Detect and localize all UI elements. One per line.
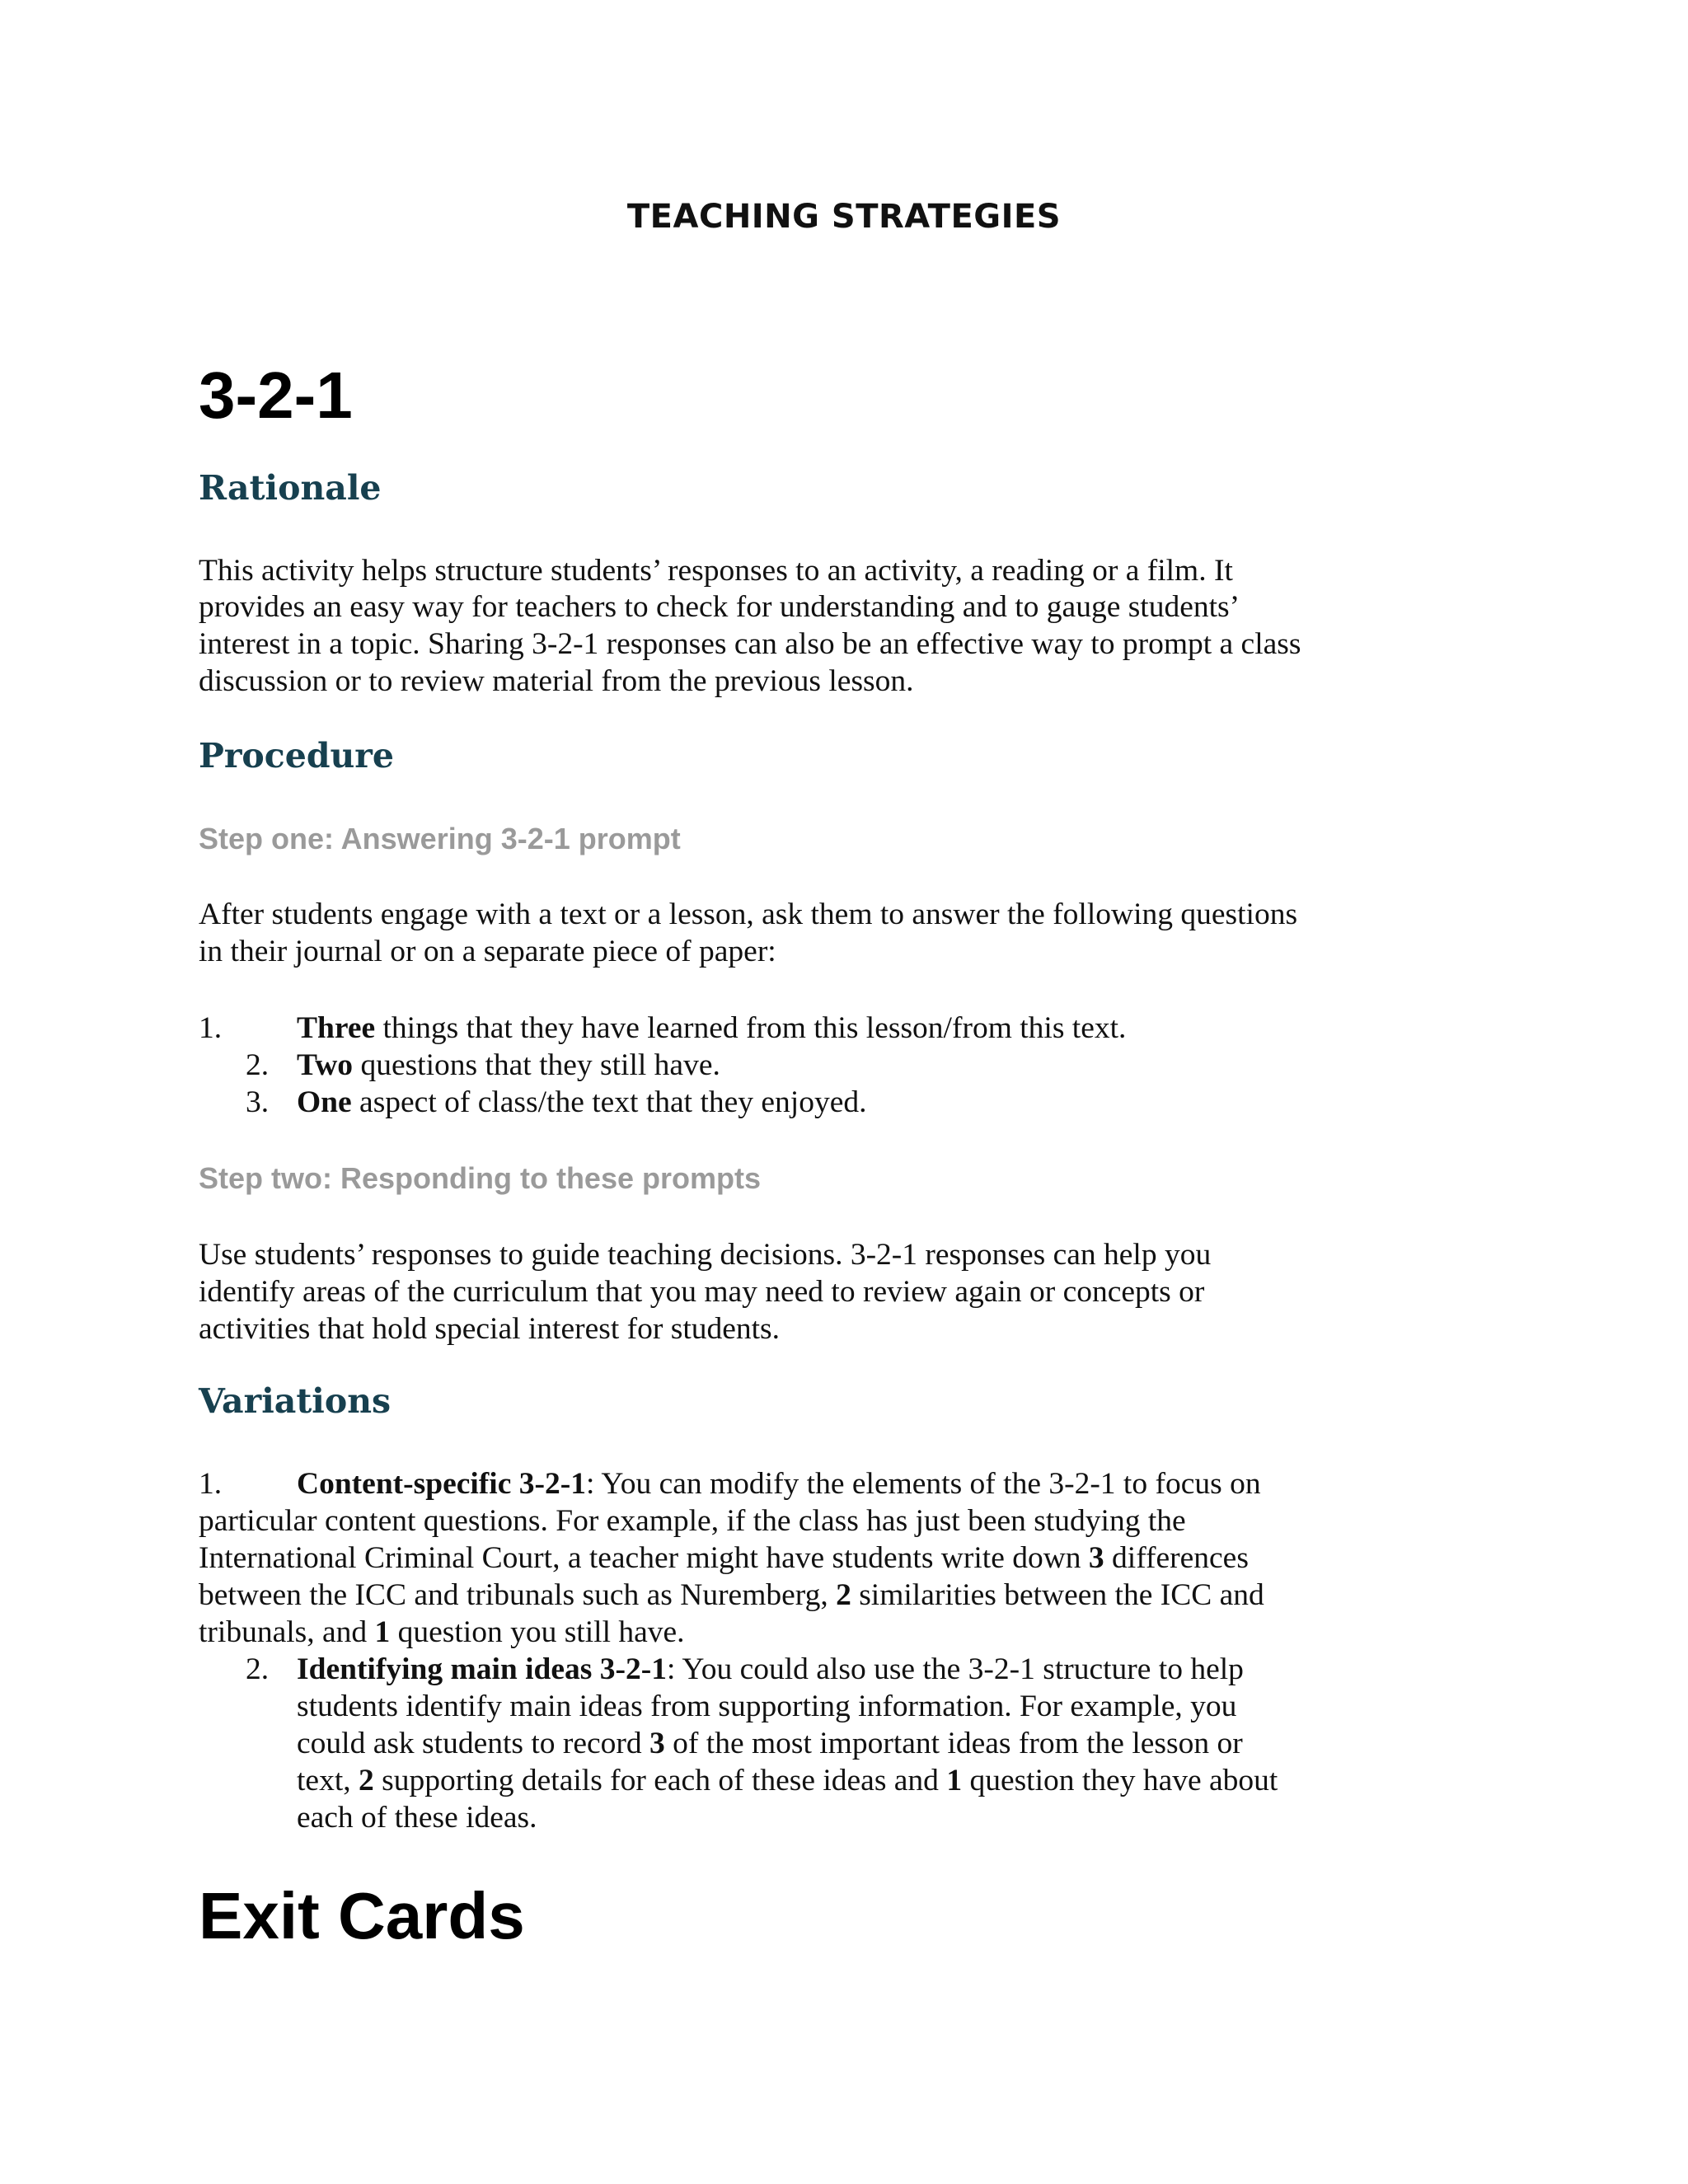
list-item-bold: One [297,1085,352,1119]
document-title: TEACHING STRATEGIES [626,198,1062,236]
variation-item-1-line-3 [199,1540,1249,1577]
text-span: supporting details for each of these ideas and [373,1764,947,1797]
list-item-rest: aspect of class/the text that they enjoyed. [351,1085,867,1119]
rationale-line-4: discussion or to review material from the previous lesson. [199,664,914,698]
variation-item-2-line-3 [297,1725,1243,1762]
list-item-bold: Two [297,1048,354,1082]
list-item-text [297,1010,1126,1047]
step-two-line-3: activities that hold special interest for students. [199,1312,781,1346]
rationale-paragraph [199,552,1501,700]
text-span: could ask students to record [297,1727,650,1760]
bold-number: 3 [1088,1541,1104,1575]
text-span: tribunals, and [199,1615,375,1649]
list-item [0,1084,1688,1121]
list-item-text [297,1084,866,1121]
text-span: text, [297,1764,359,1797]
variation-item-2-line-5: each of these ideas. [297,1801,537,1835]
step-two-paragraph [199,1236,1501,1347]
step-two-line-2: identify areas of the curriculum that you may need to review again or concepts or [199,1275,1205,1309]
variation-item-1-line-2: particular content questions. For example, if the class has just been studying the [199,1504,1186,1538]
list-number: 2. [246,1048,270,1082]
variation-item-2-line-1 [0,1651,1688,1688]
variation-text [297,1465,1261,1502]
rationale-line-3: interest in a topic. Sharing 3-2-1 responses can also be an effective way to prompt a class [199,627,1301,661]
variation-bold-label: Content-specific 3-2-1 [297,1467,586,1501]
rationale-heading: Rationale [199,468,382,508]
variation-bold-label: Identifying main ideas 3-2-1 [297,1652,667,1686]
list-item [0,1010,1688,1047]
step-one-heading: Step one: Answering 3-2-1 prompt [199,822,681,855]
step-two-line-1: Use students’ responses to guide teaching decisions. 3-2-1 responses can help you [199,1238,1212,1272]
list-item [0,1047,1688,1084]
bold-number: 1 [946,1764,963,1797]
step-two-heading: Step two: Responding to these prompts [199,1161,761,1195]
rationale-line-1: This activity helps structure students’ responses to an activity, a reading or a film. It [199,554,1233,588]
strategy-heading-3-2-1: 3-2-1 [199,359,353,432]
text-span: differences [1104,1541,1249,1575]
text-span: question you still have. [390,1615,685,1649]
variations-heading: Variations [199,1381,392,1421]
text-span: question they have about [962,1764,1278,1797]
text-span: similarities between the ICC and [851,1578,1264,1612]
bold-number: 2 [358,1764,374,1797]
list-item-rest: things that they have learned from this lesson/from this text. [375,1011,1127,1045]
variation-text-rest: : You could also use the 3-2-1 structure to help [667,1652,1244,1686]
strategy-heading-exit-cards: Exit Cards [199,1879,525,1952]
variation-item-1-line-4 [199,1577,1264,1614]
variation-item-2-line-4 [297,1762,1278,1799]
list-number: 1. [199,1011,223,1045]
text-span: between the ICC and tribunals such as Nuremberg, [199,1578,837,1612]
variation-text [297,1651,1244,1688]
variation-item-2-line-2: students identify main ideas from supporting information. For example, you [297,1690,1237,1723]
variation-item-1-line-5 [199,1614,685,1651]
bold-number: 3 [649,1727,665,1760]
variation-text-rest: : You can modify the elements of the 3-2-1 to focus on [585,1467,1261,1501]
step-one-paragraph [199,896,1501,970]
list-number: 2. [246,1652,270,1686]
rationale-line-2: provides an easy way for teachers to check for understanding and to gauge students’ [199,590,1240,624]
list-number: 3. [246,1085,270,1119]
step-one-line-2: in their journal or on a separate piece of paper: [199,935,776,968]
text-span: International Criminal Court, a teacher might have students write down [199,1541,1089,1575]
procedure-heading: Procedure [199,736,394,776]
text-span: of the most important ideas from the lesson or [664,1727,1243,1760]
variation-item-1-line-1 [0,1465,1688,1502]
list-number: 1. [199,1467,223,1501]
list-item-rest: questions that they still have. [353,1048,720,1082]
bold-number: 2 [836,1578,851,1612]
list-item-bold: Three [297,1011,376,1045]
list-item-text [297,1047,720,1084]
bold-number: 1 [374,1615,391,1649]
step-one-line-1: After students engage with a text or a lesson, ask them to answer the following questions [199,898,1298,931]
